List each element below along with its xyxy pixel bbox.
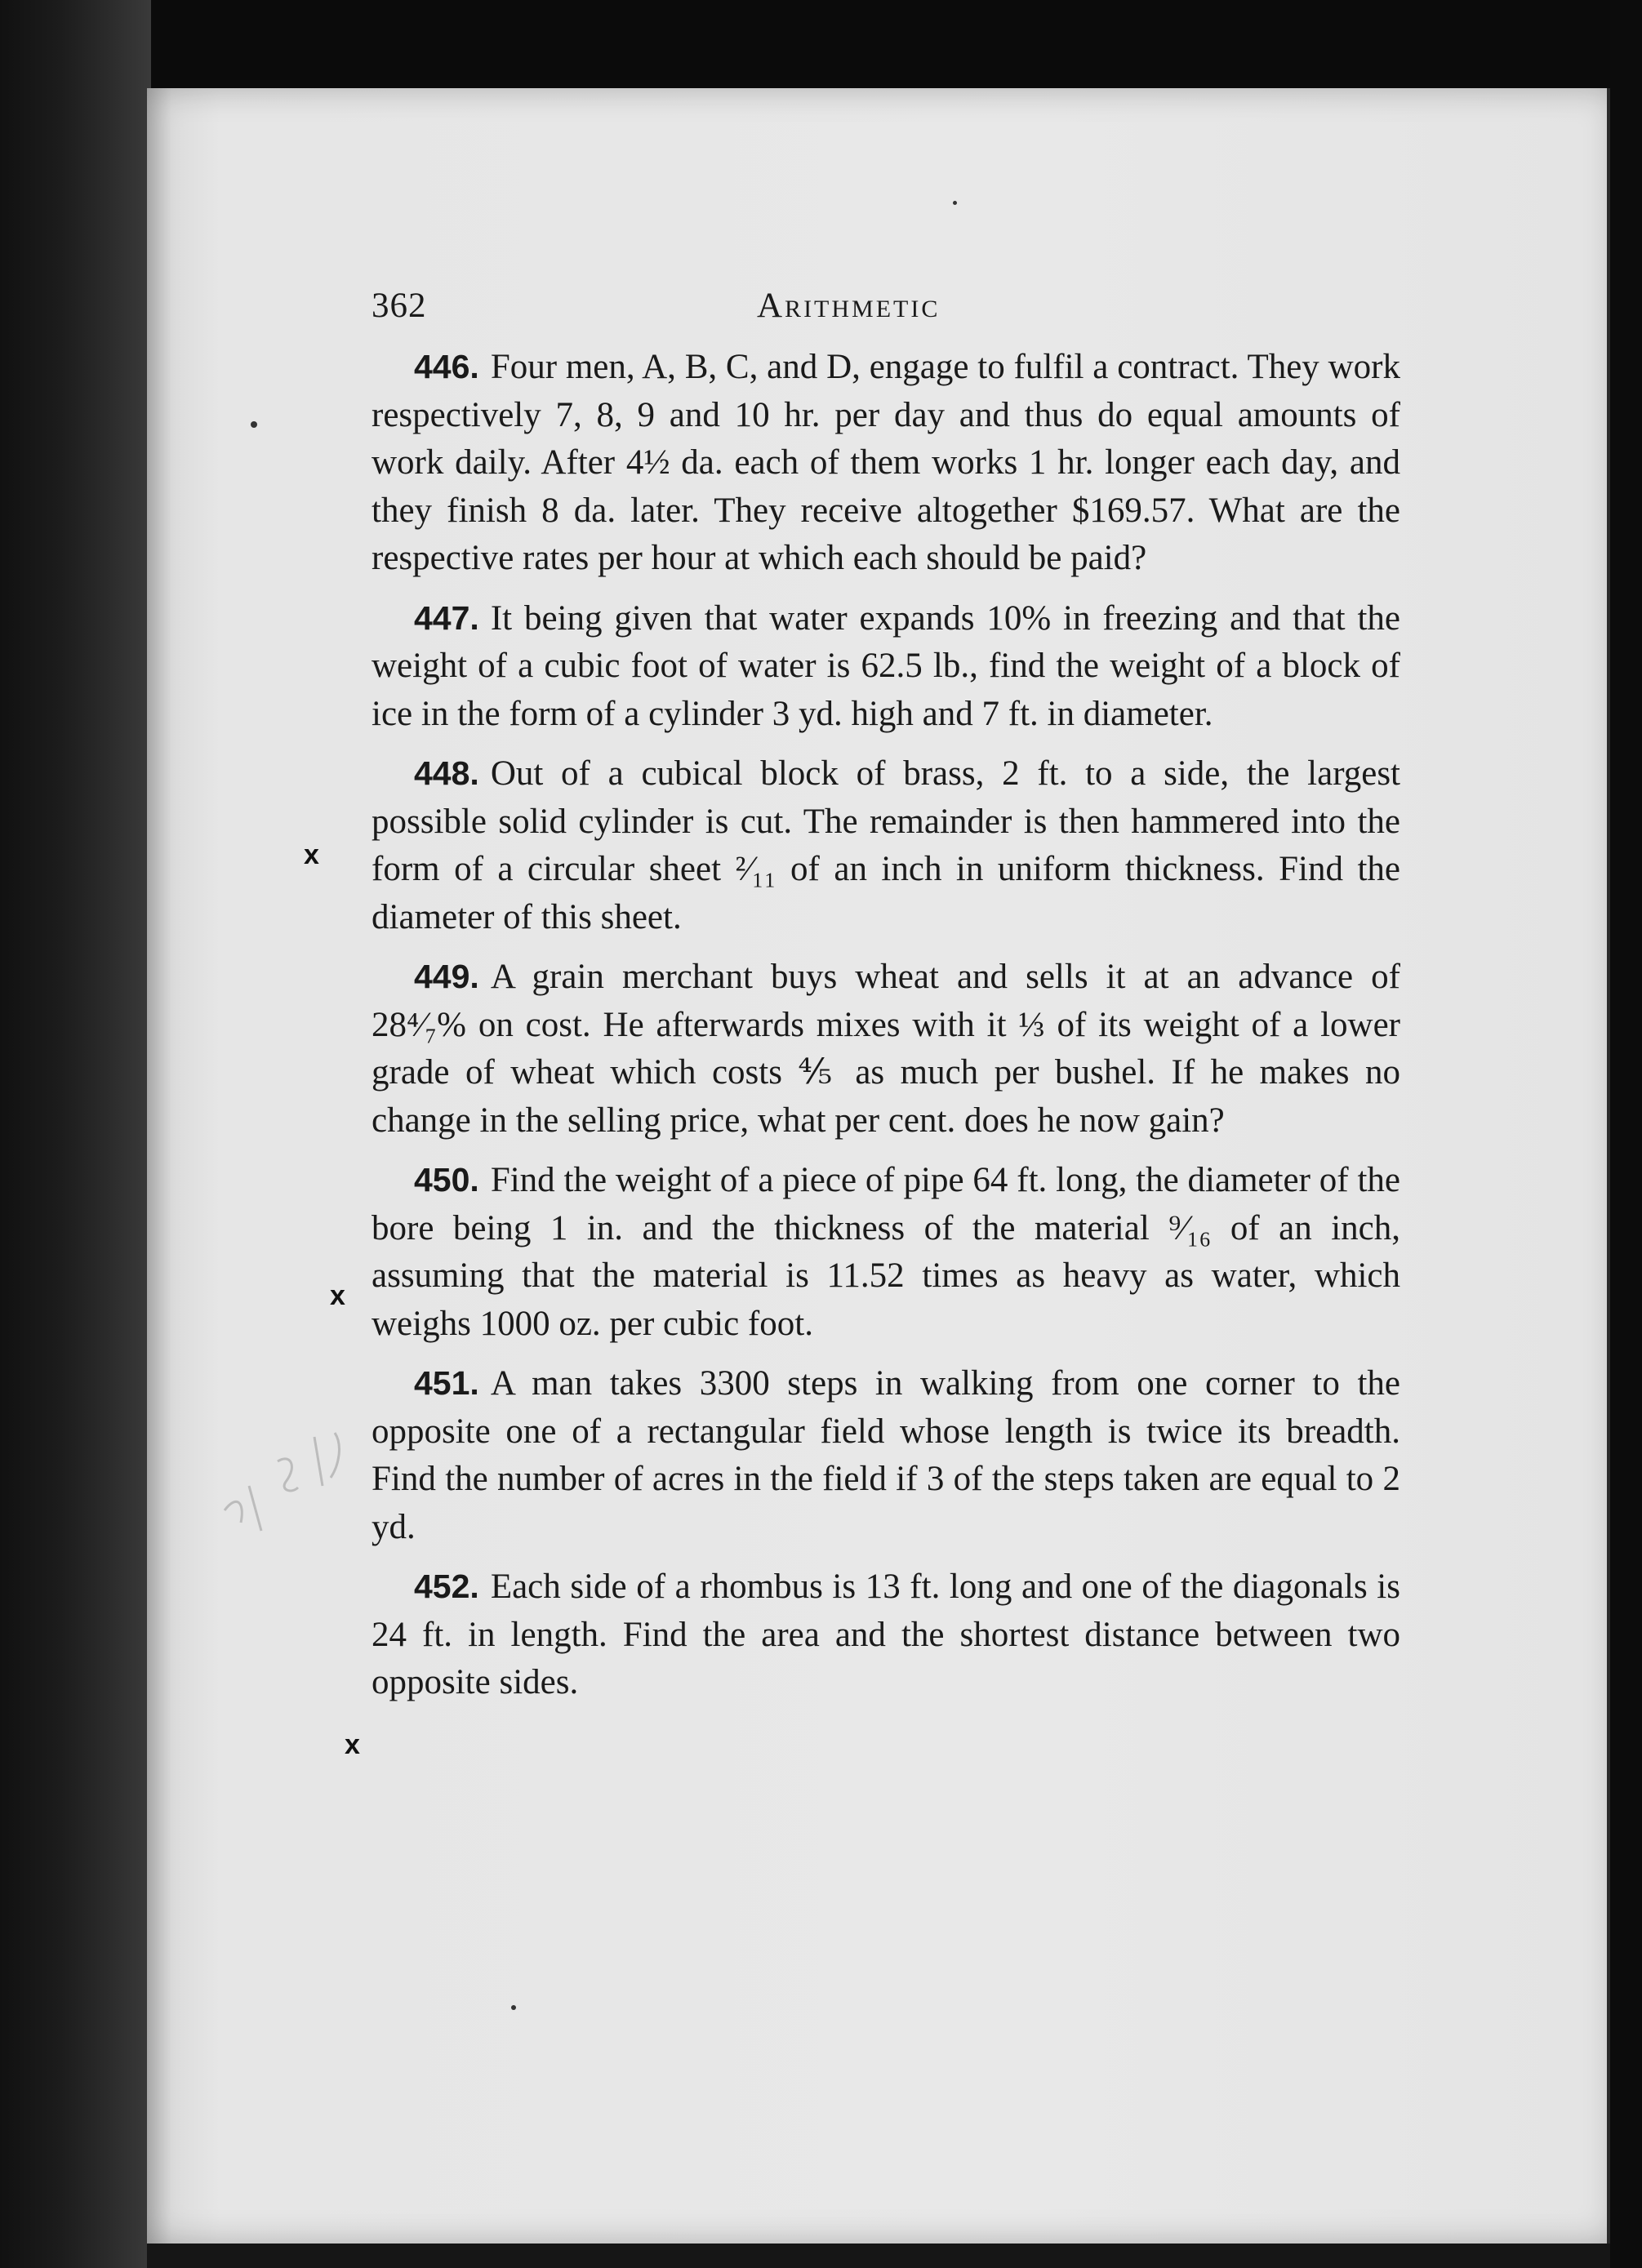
problem-text: A grain merchant buys wheat and sells it at an advance of 28⁴⁄₇% on cost. He afterwards mixes with it ⅓ of its weight of a lower grade of wheat which costs ⅘ as much per bushel. If he makes no change in the selling price, what per cent. does he now gain? — [372, 958, 1400, 1140]
problem-number: 446. — [414, 348, 479, 385]
problem-448 — [372, 749, 1400, 941]
problem-number: 449. — [414, 958, 479, 995]
problem-number: 450. — [414, 1161, 479, 1198]
page-title: Arithmetic — [757, 287, 941, 325]
problem-number: 452. — [414, 1568, 479, 1605]
ink-speck — [251, 421, 257, 428]
page-number: 362 — [372, 287, 427, 325]
problem-447 — [372, 594, 1400, 739]
problem-number: 447. — [414, 598, 479, 637]
problem-text: Out of a cubical block of brass, 2 ft. to a side, the largest possible solid cylinder is cut. The remainder is then hammered into the form of a circular sheet ²⁄₁₁ of an inch in uniform thickness. Find the diameter of this sheet. — [372, 754, 1400, 936]
scan-border-bottom — [147, 2244, 1610, 2268]
ink-speck — [953, 201, 957, 205]
problem-number: 451. — [414, 1364, 479, 1402]
problem-text: Find the weight of a piece of pipe 64 ft. long, the diameter of the bore being 1 in. and the thickness of the material ⁹⁄₁₆ of an inch, assuming that the material is 11.52 times as heavy as water, which weighs 1000 oz. per cubic foot. — [372, 1161, 1400, 1343]
problem-text: A man takes 3300 steps in walking from one corner to the opposite one of a rectangular field whose length is twice its breadth. Find the number of acres in the field if 3 of the steps taken are equal to 2 yd. — [372, 1364, 1400, 1546]
margin-check-mark: x — [330, 1280, 345, 1311]
ink-speck — [511, 2005, 516, 2010]
pencil-scrawl-mark — [200, 1388, 363, 1551]
margin-check-mark: x — [304, 839, 319, 870]
scan-border-left — [0, 0, 151, 2268]
problem-446 — [372, 343, 1400, 583]
problem-450 — [372, 1156, 1400, 1348]
problem-452 — [372, 1563, 1400, 1707]
margin-check-mark: x — [345, 1729, 360, 1760]
problem-449 — [372, 953, 1400, 1145]
problem-text: Four men, A, B, C, and D, engage to fulfil a contract. They work respectively 7, 8, 9 and 10 hr. per day and thus do equal amounts of work daily. After 4½ da. each of them works 1 hr. longer each day, and they finish 8 da. later. They receive altogether $169.57. What are the respective rates per hour at which each should be paid? — [372, 348, 1400, 577]
scan-border-right — [1610, 0, 1642, 2268]
page-content — [372, 286, 1400, 1719]
scan-border-top — [0, 0, 1642, 90]
problem-number: 448. — [414, 754, 479, 792]
problem-451 — [372, 1359, 1400, 1551]
problem-text: Each side of a rhombus is 13 ft. long and one of the diagonals is 24 ft. in length. Find the area and the shortest distance between two opposite sides. — [372, 1568, 1400, 1701]
running-head — [372, 286, 1400, 343]
problem-text: It being given that water expands 10% in freezing and that the weight of a cubic foot of water is 62.5 lb., find the weight of a block of ice in the form of a cylinder 3 yd. high and 7 ft. in diameter. — [372, 598, 1400, 733]
